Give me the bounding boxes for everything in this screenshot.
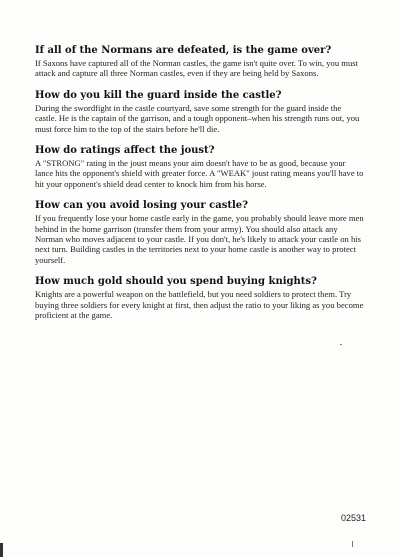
scan-speck: [340, 344, 342, 345]
faq-question: How much gold should you spend buying knights?: [35, 276, 317, 288]
faq-item: [35, 275, 365, 320]
faq-answer: A "STRONG" rating in the joust means your aim doesn't have to be as good, because your lance hits the opponent's shield with greater force. A "WEAK" joust rating means you'll have to hit your opponent's shield dead center to knock him from his horse.: [35, 158, 364, 189]
faq-answer: During the swordfight in the castle courtyard, save some strength for the guard inside the castle. He is the captain of the garrison, and a tough opponent–when his strength runs out, you must force him to the top of the stairs before he'll die.: [35, 102, 360, 134]
scan-edge-mark: [0, 543, 3, 557]
faq-item: [35, 89, 365, 134]
faq-answer: If you frequently lose your home castle early in the game, you probably should leave more men behind in the home garrison (transfer them from your army). You should also attack any Norman who moves adjacent to your castle. If you don't, he's likely to attack your castle on his next turn. Building castles in the territories next to your home castle is another way to protect yourself.: [35, 213, 364, 265]
faq-item: [35, 144, 365, 189]
faq-item: [35, 44, 365, 79]
faq-item: [35, 199, 365, 265]
faq-section: [35, 44, 365, 331]
faq-question: If all of the Normans are defeated, is the game over?: [35, 45, 332, 56]
scan-speck: [352, 541, 353, 547]
faq-answer: Knights are a powerful weapon on the battlefield, but you need soldiers to protect them. Try buying three soldiers for every knight at first, then adjust the ratio to your liking as you become proficient at the game.: [35, 289, 364, 321]
faq-question: How do ratings affect the joust?: [35, 145, 215, 157]
faq-question: How do you kill the guard inside the castle?: [35, 89, 282, 101]
faq-question: How can you avoid losing your castle?: [35, 200, 248, 212]
faq-answer: If Saxons have captured all of the Norman castles, the game isn't quite over. To win, you must attack and capture all three Norman castles, even if they are being held by Saxons.: [35, 58, 358, 79]
page-code: 02531: [340, 513, 366, 523]
